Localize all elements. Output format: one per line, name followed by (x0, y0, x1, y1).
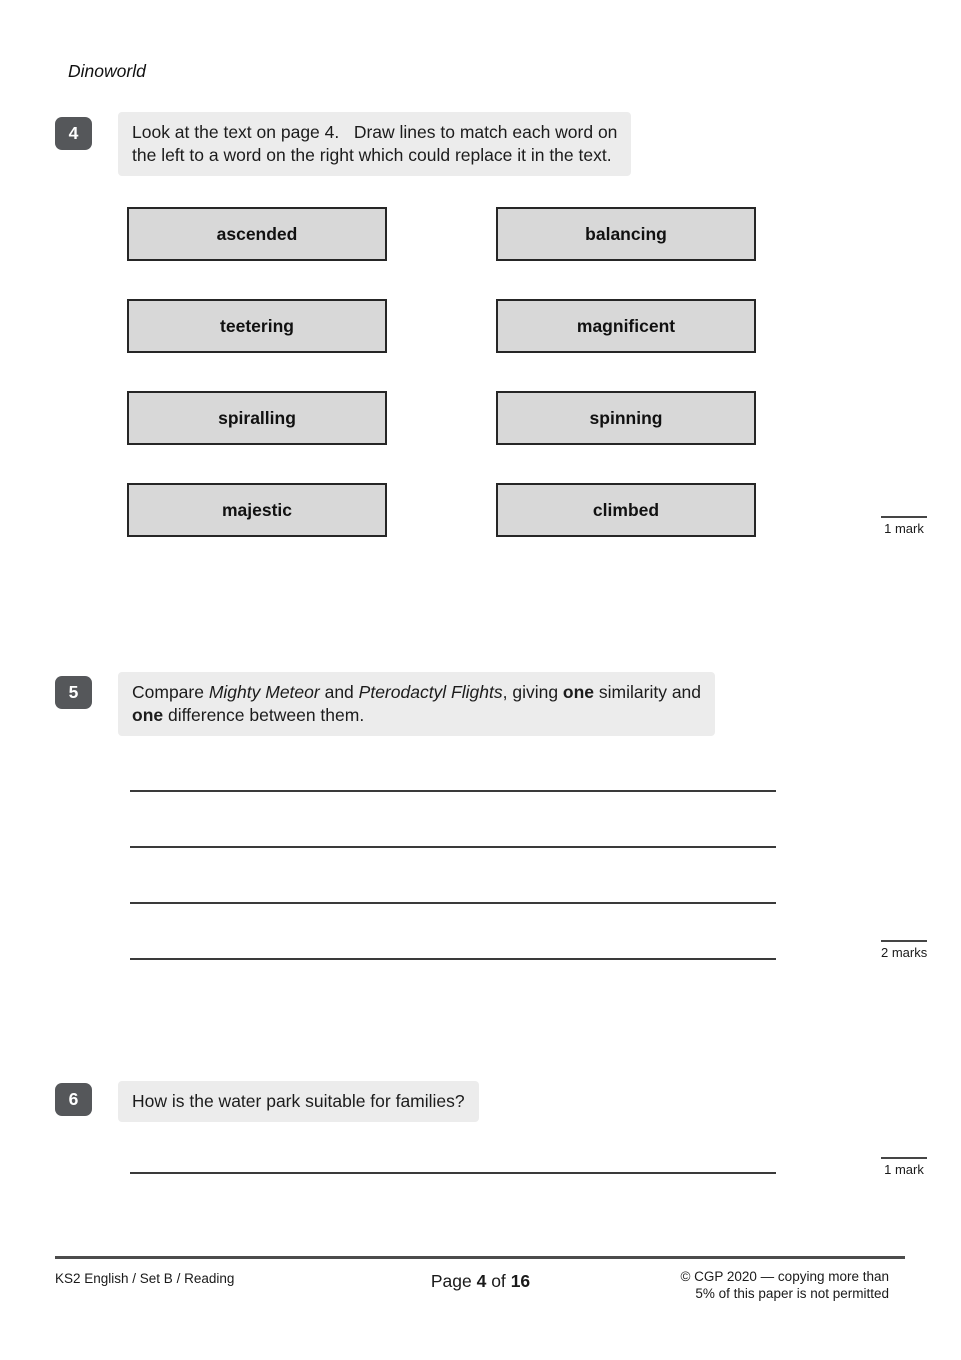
q5-text: difference between them. (163, 705, 365, 725)
word-box-teetering[interactable]: teetering (127, 299, 387, 353)
question-4-marks (881, 516, 927, 536)
answer-line[interactable] (130, 902, 776, 904)
q5-text: similarity and (594, 682, 702, 702)
page-word: Page (430, 1271, 472, 1291)
question-4-number-badge: 4 (55, 117, 92, 150)
question-5-marks (881, 940, 927, 960)
question-6-number-badge: 6 (55, 1083, 92, 1116)
q5-text: and (319, 682, 359, 702)
word-box-majestic[interactable]: majestic (127, 483, 387, 537)
word-box-spinning[interactable]: spinning (496, 391, 756, 445)
copyright-notice (680, 1268, 889, 1302)
copyright-line1: © CGP 2020 — copying more than (680, 1269, 889, 1284)
word-box-ascended[interactable]: ascended (127, 207, 387, 261)
word-match-grid (127, 207, 756, 537)
page-number: 4 (476, 1271, 487, 1291)
q5-title-mighty-meteor: Mighty Meteor (208, 682, 320, 702)
q5-emphasis-one: one (562, 682, 595, 702)
question-4-prompt-line2: the left to a word on the right which could replace it in the text. (132, 145, 612, 165)
answer-line[interactable] (130, 1172, 776, 1174)
passage-title: Dinoworld (68, 61, 146, 81)
question-5-number-badge: 5 (55, 676, 92, 709)
page-total: 16 (510, 1271, 531, 1291)
word-box-magnificent[interactable]: magnificent (496, 299, 756, 353)
mark-tally-line (881, 516, 927, 518)
question-6-marks (881, 1157, 927, 1177)
footer-paper-id: KS2 English / Set B / Reading (55, 1271, 235, 1286)
q6-text: How is the water park suitable for families? (132, 1091, 465, 1111)
question-4-prompt (118, 112, 631, 176)
mark-label: 1 mark (884, 1162, 924, 1177)
copyright-line2: 5% of this paper is not permitted (695, 1286, 889, 1301)
q5-text: , giving (502, 682, 563, 702)
word-box-climbed[interactable]: climbed (496, 483, 756, 537)
mark-label: 1 mark (884, 521, 924, 536)
question-5-prompt (118, 672, 715, 736)
answer-line[interactable] (130, 790, 776, 792)
word-box-balancing[interactable]: balancing (496, 207, 756, 261)
q5-emphasis-one: one (132, 705, 164, 725)
of-word: of (491, 1271, 506, 1291)
answer-line[interactable] (130, 958, 776, 960)
question-4-prompt-line1: Look at the text on page 4. Draw lines to match each word on (132, 122, 618, 142)
answer-line[interactable] (130, 846, 776, 848)
mark-tally-line (881, 1157, 927, 1159)
q5-title-pterodactyl-flights: Pterodactyl Flights (358, 682, 503, 702)
q5-text: Compare (132, 682, 209, 702)
mark-label: 2 marks (881, 945, 928, 960)
question-6-prompt (118, 1081, 479, 1122)
mark-tally-line (881, 940, 927, 942)
word-box-spiralling[interactable]: spiralling (127, 391, 387, 445)
footer-divider (55, 1256, 905, 1259)
